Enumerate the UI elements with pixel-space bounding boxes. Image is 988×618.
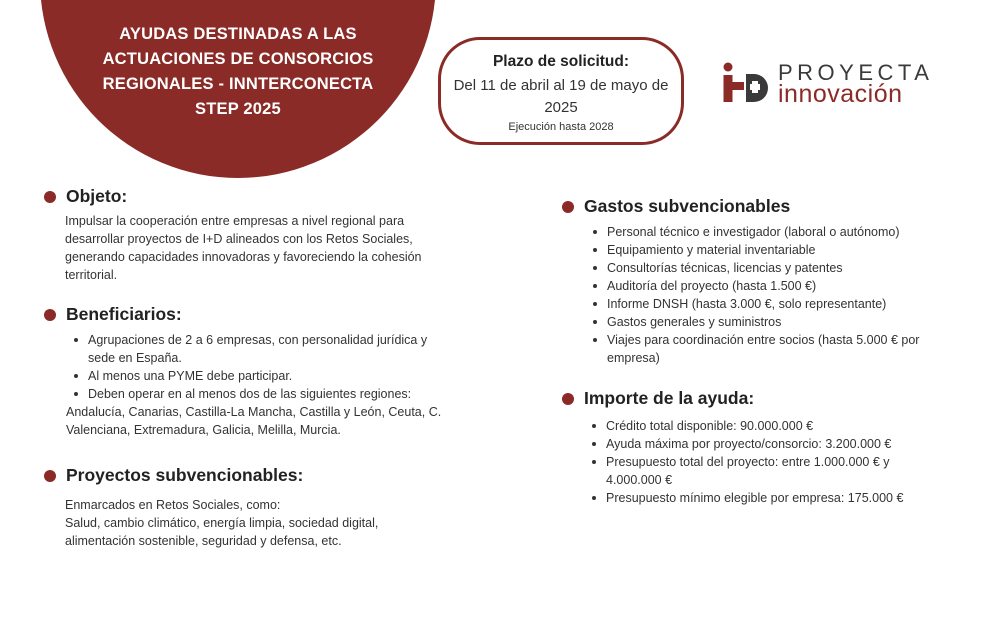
list-item: Presupuesto total del proyecto: entre 1.000.000 € y 4.000.000 €	[582, 453, 932, 489]
section-gastos	[562, 196, 972, 367]
section-importe	[562, 388, 972, 507]
list-item: Personal técnico e investigador (laboral o autónomo)	[583, 223, 967, 241]
list-item: Al menos una PYME debe participar.	[64, 367, 456, 385]
bullet-dot-icon	[44, 309, 56, 321]
execution-note: Ejecución hasta 2028	[508, 121, 614, 133]
bullet-dot-icon	[562, 201, 574, 213]
beneficiarios-regions: Andalucía, Canarias, Castilla-La Mancha, Castilla y León, Ceuta, C. Valenciana, Extremadura, Galicia, Melilla, Murcia.	[66, 405, 442, 437]
page-title: AYUDAS DESTINADAS A LAS ACTUACIONES DE CONSORCIOS REGIONALES - INNTERCONECTA STEP 2025	[102, 25, 374, 118]
objeto-text: Impulsar la cooperación entre empresas a nivel regional para desarrollar proyectos de I+D alineados con los Retos Sociales, generando capacidades innovadoras y favoreciendo la cohesión territorial.	[65, 214, 422, 282]
section-beneficiarios	[44, 304, 474, 439]
list-item: Crédito total disponible: 90.000.000 €	[582, 417, 932, 435]
section-title-proyectos: Proyectos subvencionables:	[66, 465, 304, 485]
section-title-gastos: Gastos subvencionables	[584, 196, 791, 216]
section-title-objeto: Objeto:	[66, 186, 128, 206]
list-item: Agrupaciones de 2 a 6 empresas, con personalidad jurídica y sede en España.	[64, 331, 456, 367]
bullet-dot-icon	[562, 393, 574, 405]
bullet-dot-icon	[44, 470, 56, 482]
list-item: Viajes para coordinación entre socios (hasta 5.000 € por empresa)	[583, 331, 967, 367]
list-item: Ayuda máxima por proyecto/consorcio: 3.200.000 €	[582, 435, 932, 453]
list-item: Deben operar en al menos dos de las siguientes regiones:	[64, 385, 456, 403]
deadline-title: Plazo de solicitud:	[492, 53, 630, 70]
section-title-beneficiarios: Beneficiarios:	[66, 304, 182, 324]
beneficiarios-list	[64, 331, 456, 403]
proyectos-list: Salud, cambio climático, energía limpia, sociedad digital, alimentación sostenible, seguridad y defensa, etc.	[65, 516, 379, 548]
list-item: Auditoría del proyecto (hasta 1.500 €)	[583, 277, 967, 295]
logo-text-proyecta: PROYECTA	[778, 60, 934, 85]
proyecta-innovacion-mark-icon	[722, 62, 770, 104]
importe-list	[582, 417, 932, 507]
list-item: Consultorías técnicas, licencias y patentes	[583, 259, 967, 277]
proyecta-innovacion-logo	[722, 60, 942, 108]
deadline-box	[438, 37, 684, 145]
logo-text-innovacion: innovación	[778, 80, 903, 108]
proyectos-intro: Enmarcados en Retos Sociales, como:	[65, 498, 281, 512]
list-item: Presupuesto mínimo elegible por empresa: 175.000 €	[582, 489, 932, 507]
section-title-importe: Importe de la ayuda:	[584, 388, 755, 408]
list-item: Equipamiento y material inventariable	[583, 241, 967, 259]
list-item: Informe DNSH (hasta 3.000 €, solo representante)	[583, 295, 967, 313]
list-item: Gastos generales y suministros	[583, 313, 967, 331]
section-objeto	[44, 186, 464, 284]
bullet-dot-icon	[44, 191, 56, 203]
deadline-dates: Del 11 de abril al 19 de mayo de 2025	[453, 77, 669, 116]
section-proyectos	[44, 465, 474, 550]
gastos-list	[583, 223, 967, 367]
